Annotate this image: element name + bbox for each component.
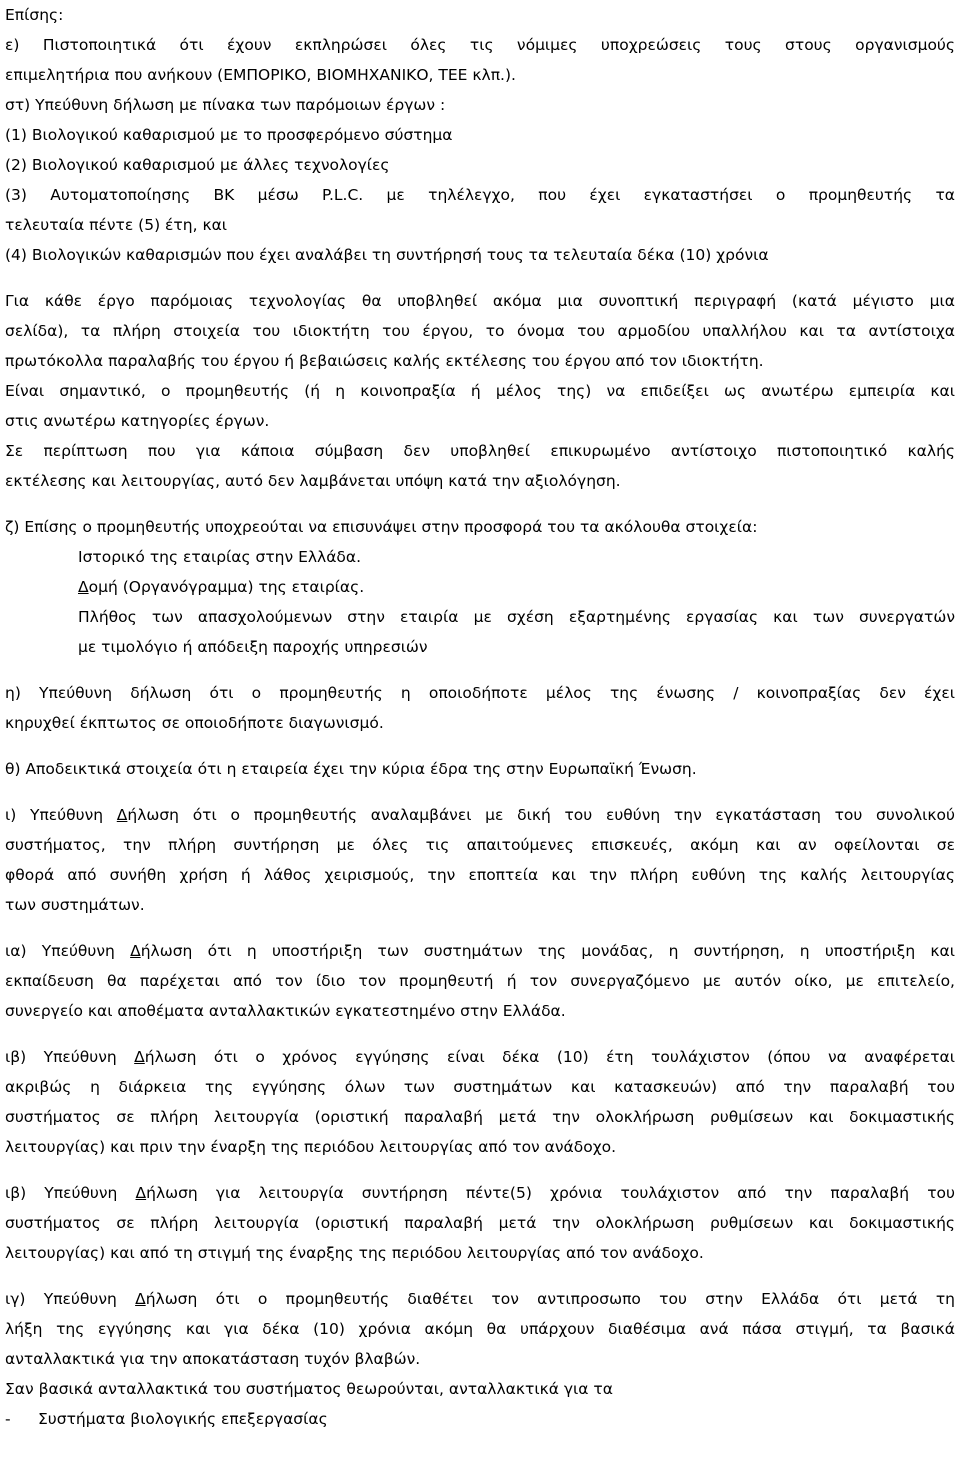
item-e-line-2: επιμελητήρια που ανήκουν (ΕΜΠΟΡΙΚΟ, ΒΙΟΜΗΧΑΝΙΚΟ, ΤΕΕ κλπ.). bbox=[5, 66, 516, 84]
item-z-sub-history: Ιστορικό της εταιρίας στην Ελλάδα. bbox=[78, 548, 362, 566]
item-ib-line-3: συστήματος σε πλήρη λειτουργία (οριστική παραλαβή μετά την ολοκλήρωση ρυθμίσεων και δοκιμαστικής bbox=[5, 1108, 955, 1126]
structure-initial: Δ bbox=[78, 578, 89, 596]
item-i-rest: ήλωση ότι ο προμηθευτής αναλαμβάνει με δική του ευθύνη την εγκατάσταση του συνολικού bbox=[127, 806, 955, 824]
item-ib-prefix: ιβ) Υπεύθυνη bbox=[5, 1048, 135, 1066]
paragraph-certificate-line-2: εκτέλεσης και λειτουργίας, αυτό δεν λαμβάνεται υπόψη κατά την αξιολόγηση. bbox=[5, 472, 621, 490]
item-ib-line-1 bbox=[5, 1042, 955, 1072]
item-th: θ) Αποδεικτικά στοιχεία ότι η εταιρεία έχει την κύρια έδρα της στην Ευρωπαϊκή Ένωση. bbox=[5, 760, 697, 778]
paragraph-importance-line-1: Είναι σημαντικό, ο προμηθευτής (ή η κοινοπραξία ή μέλος της) να επιδείξει ως ανωτέρω εμπειρία και bbox=[5, 382, 955, 400]
item-st-sub-4: (4) Βιολογικών καθαρισμών που έχει αναλάβει τη συντήρησή τους τα τελευταία δέκα (10) χρόνια bbox=[5, 246, 769, 264]
paragraph-projects-line-3: πρωτόκολλα παραλαβής του έργου ή βεβαιώσεις καλής εκτέλεσης του έργου από τον ιδιοκτήτη. bbox=[5, 352, 764, 370]
item-st-sub-2: (2) Βιολογικού καθαρισμού με άλλες τεχνολογίες bbox=[5, 156, 390, 174]
item-ib2-line-1 bbox=[5, 1178, 955, 1208]
item-ib2-prefix: ιβ) Υπεύθυνη bbox=[5, 1184, 136, 1202]
item-ib2-line-3: λειτουργίας) και από τη στιγμή της έναρξης της περιόδου λειτουργίας από τον ανάδοχο. bbox=[5, 1244, 704, 1262]
item-ib2-rest: ήλωση για λειτουργία συντήρηση πέντε(5) χρόνια τουλάχιστον από την παραλαβή του bbox=[146, 1184, 955, 1202]
structure-rest: ομή (Οργανόγραμμα) της εταιρίας. bbox=[88, 578, 365, 596]
paragraph-certificate-line-1: Σε περίπτωση που για κάποια σύμβαση δεν υποβληθεί επικυρωμένο αντίστοιχο πιστοποιητικό καλής bbox=[5, 442, 955, 460]
item-ia-line-2: εκπαίδευση θα παρέχεται από τον ίδιο τον προμηθευτή ή τον συνεργαζόμενο με αυτόν οίκο, με επιτελείο, bbox=[5, 972, 955, 990]
item-h-line-1: η) Υπεύθυνη δήλωση ότι ο προμηθευτής η οποιοδήποτε μέλος της ένωσης / κοινοπραξίας δεν έχει bbox=[5, 684, 955, 702]
item-ia-line-1 bbox=[5, 936, 955, 966]
item-i-initial: Δ bbox=[116, 806, 128, 824]
spare-parts-item-text: Συστήματα βιολογικής επεξεργασίας bbox=[38, 1410, 328, 1428]
intro-heading: Επίσης: bbox=[5, 6, 64, 24]
spare-parts-intro: Σαν βασικά ανταλλακτικά του συστήματος θεωρούνται, ανταλλακτικά για τα bbox=[5, 1380, 613, 1398]
item-ia-prefix: ια) Υπεύθυνη bbox=[5, 942, 131, 960]
item-z-sub-structure bbox=[5, 572, 955, 602]
item-i-line-4: των συστημάτων. bbox=[5, 896, 145, 914]
item-ig-line-2: λήξη της εγγύησης και για δέκα (10) χρόνια ακόμη θα υπάρχουν διαθέσιμα ανά πάσα στιγμή, τα βασικά bbox=[5, 1320, 955, 1338]
item-z-sub-staff-line-2: με τιμολόγιο ή απόδειξη παροχής υπηρεσιών bbox=[78, 638, 428, 656]
item-i-line-3: φθορά από συνήθη χρήση ή λάθος χειρισμούς, την εποπτεία και την πλήρη ευθύνη της καλής λειτουργίας bbox=[5, 866, 955, 884]
spare-parts-list-item bbox=[5, 1404, 955, 1434]
paragraph-projects-line-2: σελίδα), τα πλήρη στοιχεία του ιδιοκτήτη του έργου, το όνομα του αρμοδίου υπαλλήλου και τα αντίστοιχα bbox=[5, 322, 955, 340]
item-ig-line-3: ανταλλακτικά για την αποκατάσταση τυχόν βλαβών. bbox=[5, 1350, 421, 1368]
item-st-sub-1: (1) Βιολογικού καθαρισμού με το προσφερόμενο σύστημα bbox=[5, 126, 453, 144]
item-z-heading: ζ) Επίσης ο προμηθευτής υποχρεούται να επισυνάψει στην προσφορά του τα ακόλουθα στοιχεία: bbox=[5, 518, 758, 536]
paragraph-projects-line-1: Για κάθε έργο παρόμοιας τεχνολογίας θα υποβληθεί ακόμα μια συνοπτική περιγραφή (κατά μέγιστο μια bbox=[5, 292, 955, 310]
list-dash: - bbox=[5, 1410, 11, 1428]
item-ia-rest: ήλωση ότι η υποστήριξη των συστημάτων της μονάδας, η συντήρηση, η υποστήριξη και bbox=[140, 942, 955, 960]
item-ia-initial: Δ bbox=[130, 942, 141, 960]
item-ib-line-2: ακριβώς η διάρκεια της εγγύησης όλων των συστημάτων και κατασκευών) από την παραλαβή του bbox=[5, 1078, 955, 1096]
item-ib-rest: ήλωση ότι ο χρόνος εγγύησης είναι δέκα (10) έτη τουλάχιστον (όπου να αναφέρεται bbox=[144, 1048, 955, 1066]
item-ib-initial: Δ bbox=[134, 1048, 145, 1066]
item-st-heading: στ) Υπεύθυνη δήλωση με πίνακα των παρόμοιων έργων : bbox=[5, 96, 446, 114]
item-ib2-initial: Δ bbox=[135, 1184, 147, 1202]
item-i-line-2: συστήματος, την πλήρη συντήρηση με όλες τις απαιτούμενες επισκευές, ακόμη και αν οφείλονται σε bbox=[5, 836, 955, 854]
item-ia-line-3: συνεργείο και αποθέματα ανταλλακτικών εγκατεστημένο στην Ελλάδα. bbox=[5, 1002, 566, 1020]
item-h-line-2: κηρυχθεί έκπτωτος σε οποιοδήποτε διαγωνισμό. bbox=[5, 714, 384, 732]
item-ig-line-1 bbox=[5, 1284, 955, 1314]
item-i-line-1 bbox=[5, 800, 955, 830]
item-st-sub-3-line-2: τελευταία πέντε (5) έτη, και bbox=[5, 216, 228, 234]
item-ig-rest: ήλωση ότι ο προμηθευτής διαθέτει τον αντιπροσωπο του στην Ελλάδα ότι μετά τη bbox=[145, 1290, 955, 1308]
item-ig-prefix: ιγ) Υπεύθυνη bbox=[5, 1290, 136, 1308]
item-ib2-line-2: συστήματος σε πλήρη λειτουργία (οριστική παραλαβή μετά την ολοκλήρωση ρυθμίσεων και δοκιμαστικής bbox=[5, 1214, 955, 1232]
item-ig-initial: Δ bbox=[135, 1290, 146, 1308]
item-ib-line-4: λειτουργίας) και πριν την έναρξη της περιόδου λειτουργίας από τον ανάδοχο. bbox=[5, 1138, 617, 1156]
item-e-line-1: ε) Πιστοποιητικά ότι έχουν εκπληρώσει όλες τις νόμιμες υποχρεώσεις τους στους οργανισμούς bbox=[5, 36, 955, 54]
item-st-sub-3-line-1: (3) Αυτοματοποίησης ΒΚ μέσω P.L.C. με τηλέλεγχο, που έχει εγκαταστήσει ο προμηθευτής τα bbox=[5, 186, 955, 204]
item-i-prefix: ι) Υπεύθυνη bbox=[5, 806, 117, 824]
item-z-sub-staff-line-1: Πλήθος των απασχολούμενων στην εταιρία με σχέση εξαρτημένης εργασίας και των συνεργατών bbox=[78, 608, 955, 626]
document-page bbox=[5, 0, 955, 1434]
paragraph-importance-line-2: στις ανωτέρω κατηγορίες έργων. bbox=[5, 412, 270, 430]
